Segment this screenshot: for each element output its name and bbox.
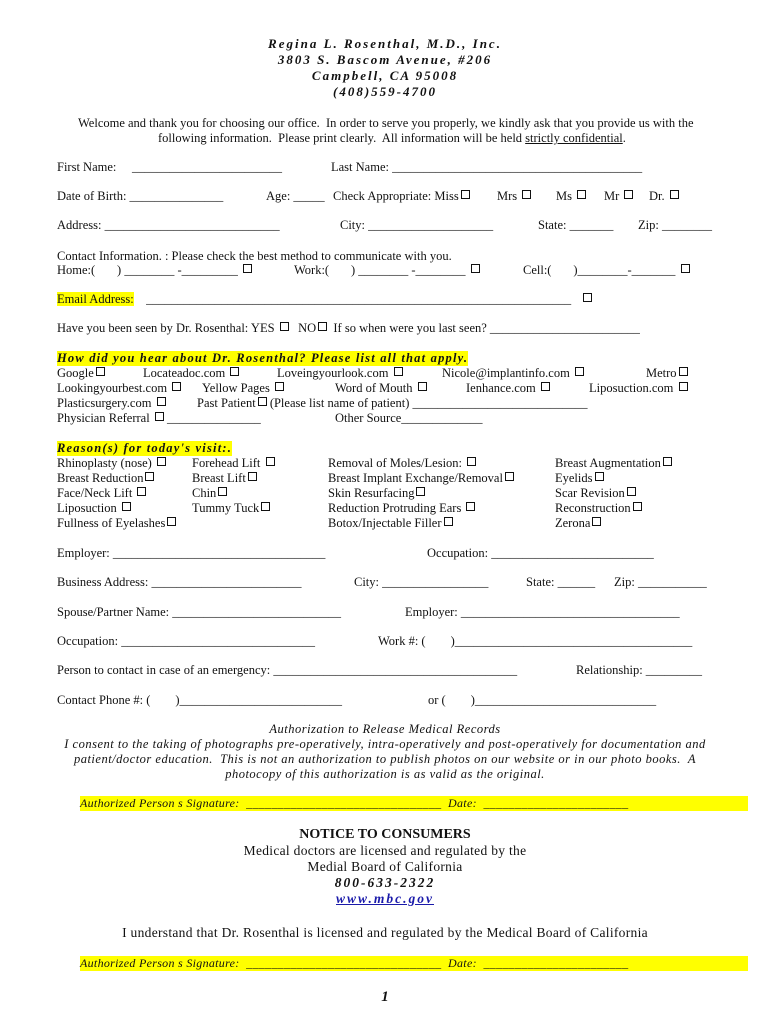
reason-rhinoplasty[interactable]: [57, 456, 166, 471]
reason-checkbox[interactable]: [633, 502, 642, 511]
reason-liposuction[interactable]: [57, 501, 131, 516]
reason-checkbox[interactable]: [592, 517, 601, 526]
state-field[interactable]: State: _______: [538, 218, 614, 232]
address-field[interactable]: Address: ____________________________: [57, 218, 280, 232]
ref-checkbox[interactable]: [96, 367, 105, 376]
referral-heading: How did you hear about Dr. Rosenthal? Please list all that apply.: [57, 351, 469, 365]
business-zip-field[interactable]: Zip: ___________: [614, 575, 707, 589]
seen-no-label: NO: [298, 321, 317, 335]
title-ms-label: Ms: [556, 189, 572, 203]
business-state-field[interactable]: State: ______: [526, 575, 596, 589]
work-phone-label: Work:( ) ________ -________: [294, 263, 466, 277]
ref-checkbox[interactable]: [679, 382, 688, 391]
ref-liposuction[interactable]: [589, 381, 688, 396]
ref-google[interactable]: [57, 366, 105, 381]
ref-checkbox[interactable]: [394, 367, 403, 376]
title-mr[interactable]: [604, 189, 633, 204]
reason-checkbox[interactable]: [248, 472, 257, 481]
ref-physician[interactable]: [57, 411, 261, 426]
spouse-employer-field[interactable]: Employer: ___________________________________: [405, 605, 680, 619]
reason-eyelashes[interactable]: [57, 516, 176, 531]
work-checkbox[interactable]: [471, 264, 480, 273]
spouse-name-field[interactable]: Spouse/Partner Name: ___________________________: [57, 605, 342, 619]
authorization-title: Authorization to Release Medical Records: [269, 722, 501, 736]
cell-phone-field[interactable]: [523, 263, 690, 278]
authorization-text-3: photocopy of this authorization is as valid as the original.: [225, 767, 545, 781]
reason-breast-reduction[interactable]: [57, 471, 154, 486]
reason-label: Breast Lift: [192, 471, 246, 485]
reason-scar-revision[interactable]: [555, 486, 636, 501]
reason-label: Eyelids: [555, 471, 593, 485]
ref-label: Metro: [646, 366, 677, 380]
email-label-highlight: Email Address:: [57, 292, 134, 306]
title-dr[interactable]: [649, 189, 679, 204]
ref-label: Past Patient: [197, 396, 256, 410]
reason-label: Zerona: [555, 516, 591, 530]
reasons-heading: Reason(s) for today's visit:.: [57, 441, 233, 455]
reason-implant-exchange[interactable]: [328, 471, 514, 486]
ref-label: Google: [57, 366, 94, 380]
ref-checkbox[interactable]: [155, 412, 164, 421]
reason-label: Forehead Lift: [192, 456, 261, 470]
no-checkbox[interactable]: [318, 322, 327, 331]
email-checkbox[interactable]: [583, 293, 592, 302]
title-ms[interactable]: [556, 189, 586, 204]
notice-line-2: Medial Board of California: [307, 859, 463, 874]
reason-checkbox[interactable]: [145, 472, 154, 481]
acknowledgement-signature-line[interactable]: Authorized Person s Signature: _______________________________ Date: _______________________: [80, 956, 748, 971]
reason-label: Reconstruction: [555, 501, 631, 515]
intro-line-2: [158, 131, 626, 146]
medical-board-link[interactable]: www.mbc.gov: [336, 891, 434, 906]
reason-label: Skin Resurfacing: [328, 486, 415, 500]
ref-loveingyourlook[interactable]: [277, 366, 403, 381]
reason-label: Tummy Tuck: [192, 501, 260, 515]
reason-forehead-lift[interactable]: [192, 456, 275, 471]
ref-label: Ienhance.com: [466, 381, 536, 395]
title-miss[interactable]: [333, 189, 470, 204]
occupation-field[interactable]: Occupation: __________________________: [427, 546, 654, 560]
business-address-field[interactable]: Business Address: ________________________: [57, 575, 302, 589]
employer-field[interactable]: Employer: __________________________________: [57, 546, 326, 560]
notice-title: NOTICE TO CONSUMERS: [299, 827, 471, 842]
ref-label: Locateadoc.com: [143, 366, 226, 380]
ref-metro[interactable]: [646, 366, 688, 381]
ref-checkbox[interactable]: [575, 367, 584, 376]
reason-moles[interactable]: [328, 456, 476, 471]
intro-text: following information. Please print clearly. All information will be held: [158, 131, 526, 145]
title-mrs-label: Mrs: [497, 189, 518, 203]
ref-other-source[interactable]: Other Source_____________: [335, 411, 483, 425]
ref-locateadoc[interactable]: [143, 366, 239, 381]
reason-label: Breast Implant Exchange/Removal: [328, 471, 503, 485]
ref-implantinfo[interactable]: [442, 366, 584, 381]
home-phone-label: Home:( ) ________ -_________: [57, 263, 238, 277]
last-seen-field[interactable]: If so when were you last seen? ________________________: [333, 321, 640, 335]
ref-label: Nicole@implantinfo.com: [442, 366, 570, 380]
business-city-field[interactable]: City: _________________: [354, 575, 489, 589]
reason-botox[interactable]: [328, 516, 453, 531]
mrs-checkbox[interactable]: [522, 190, 531, 199]
reason-checkbox[interactable]: [261, 502, 270, 511]
reason-skin-resurfacing[interactable]: [328, 486, 425, 501]
ref-label: Loveingyourlook.com: [277, 366, 389, 380]
reason-label: Fullness of Eyelashes: [57, 516, 166, 530]
authorization-text-1: I consent to the taking of photographs pre-operatively, intra-operatively and post-operatively for documentation and: [64, 737, 706, 751]
ref-label: Physician Referral: [57, 411, 150, 425]
dr-checkbox[interactable]: [670, 190, 679, 199]
ref-label: Lookingyourbest.com: [57, 381, 168, 395]
zip-field[interactable]: Zip: ________: [638, 218, 712, 232]
reason-label: Breast Reduction: [57, 471, 144, 485]
last-name-field[interactable]: Last Name: ________________________________________: [331, 160, 643, 174]
reason-checkbox[interactable]: [467, 457, 476, 466]
ref-ienhance[interactable]: [466, 381, 550, 396]
reason-checkbox[interactable]: [466, 502, 475, 511]
ref-word-of-mouth[interactable]: [335, 381, 427, 396]
ref-label: Plasticsurgery.com: [57, 396, 152, 410]
medical-board-link-wrap: [0, 891, 770, 907]
ref-checkbox[interactable]: [157, 397, 166, 406]
reason-label: Breast Augmentation: [555, 456, 661, 470]
emergency-contact-field[interactable]: Person to contact in case of an emergency: _______________________________________: [57, 663, 518, 677]
relationship-field[interactable]: Relationship: _________: [576, 663, 703, 677]
ref-checkbox[interactable]: [172, 382, 181, 391]
spouse-work-phone-field[interactable]: Work #: ( )______________________________________: [378, 634, 693, 648]
ref-past-patient[interactable]: [197, 396, 587, 411]
page-number: 1: [381, 989, 389, 1005]
reason-tummy-tuck[interactable]: [192, 501, 270, 516]
reason-checkbox[interactable]: [416, 487, 425, 496]
spouse-occupation-field[interactable]: Occupation: _______________________________: [57, 634, 315, 648]
reason-label: Liposuction: [57, 501, 117, 515]
reason-breast-lift[interactable]: [192, 471, 257, 486]
ms-checkbox[interactable]: [577, 190, 586, 199]
ref-checkbox[interactable]: [258, 397, 267, 406]
practice-street: 3803 S. Bascom Avenue, #206: [277, 52, 493, 67]
reason-checkbox[interactable]: [595, 472, 604, 481]
cell-phone-label: Cell:( )________-_______: [523, 263, 676, 277]
home-checkbox[interactable]: [243, 264, 252, 273]
title-mrs[interactable]: [497, 189, 531, 204]
ref-checkbox[interactable]: [541, 382, 550, 391]
reason-zerona[interactable]: [555, 516, 601, 531]
reason-label: Botox/Injectable Filler: [328, 516, 442, 530]
seen-before[interactable]: [57, 321, 640, 336]
reason-label: Reduction Protruding Ears: [328, 501, 462, 515]
ref-checkbox[interactable]: [679, 367, 688, 376]
yes-checkbox[interactable]: [280, 322, 289, 331]
reason-breast-augmentation[interactable]: [555, 456, 672, 471]
notice-line-1: Medical doctors are licensed and regulated by the: [243, 843, 527, 858]
title-dr-label: Dr.: [649, 189, 665, 203]
mr-checkbox[interactable]: [624, 190, 633, 199]
reason-label: Removal of Moles/Lesion:: [328, 456, 463, 470]
contact-info-title: Contact Information. : Please check the best method to communicate with you.: [57, 249, 452, 263]
email-line[interactable]: ____________________________________________________________________: [143, 292, 592, 307]
reason-label: Chin: [192, 486, 217, 500]
first-name-field[interactable]: First Name: ________________________: [57, 160, 282, 174]
miss-checkbox[interactable]: [461, 190, 470, 199]
intro-period: .: [622, 131, 626, 145]
reason-checkbox[interactable]: [444, 517, 453, 526]
physician-name-field[interactable]: _______________: [166, 411, 261, 425]
reason-face-neck-lift[interactable]: [57, 486, 146, 501]
ref-checkbox[interactable]: [230, 367, 239, 376]
ref-plasticsurgery[interactable]: [57, 396, 166, 411]
reason-checkbox[interactable]: [157, 457, 166, 466]
ref-lookingyourbest[interactable]: [57, 381, 181, 396]
reason-checkbox[interactable]: [627, 487, 636, 496]
reason-checkbox[interactable]: [122, 502, 131, 511]
practice-name: Regina L. Rosenthal, M.D., Inc.: [268, 36, 502, 51]
city-field[interactable]: City: ____________________: [340, 218, 494, 232]
contact-phone-field[interactable]: Contact Phone #: ( )__________________________: [57, 693, 343, 707]
home-phone-field[interactable]: [57, 263, 252, 278]
past-patient-name-field[interactable]: (Please list name of patient) ____________________________: [269, 396, 588, 410]
age-field[interactable]: Age: _____: [266, 189, 325, 203]
medical-board-phone: 800-633-2322: [334, 875, 436, 890]
ref-label: Word of Mouth: [335, 381, 413, 395]
ref-yellow-pages[interactable]: [202, 381, 284, 396]
reason-checkbox[interactable]: [663, 457, 672, 466]
work-phone-field[interactable]: [294, 263, 480, 278]
reason-checkbox[interactable]: [505, 472, 514, 481]
reason-checkbox[interactable]: [167, 517, 176, 526]
ref-checkbox[interactable]: [275, 382, 284, 391]
authorization-text-2: patient/doctor education. This is not an authorization to publish photos on our website or in our photo books. A: [73, 752, 697, 766]
reason-label: Face/Neck Lift: [57, 486, 133, 500]
seen-yes-label: Have you been seen by Dr. Rosenthal: YES: [57, 321, 275, 335]
dob-field[interactable]: Date of Birth: _______________: [57, 189, 224, 203]
reason-checkbox[interactable]: [137, 487, 146, 496]
title-miss-label: Check Appropriate: Miss: [333, 189, 459, 203]
reason-label: Scar Revision: [555, 486, 625, 500]
reason-checkbox[interactable]: [218, 487, 227, 496]
reason-checkbox[interactable]: [266, 457, 275, 466]
confidential-text: strictly confidential: [525, 131, 623, 145]
email-field[interactable]: [57, 292, 134, 307]
ref-label: Liposuction.com: [589, 381, 674, 395]
practice-phone: (408)559-4700: [333, 84, 437, 99]
license-acknowledgement: I understand that Dr. Rosenthal is licensed and regulated by the Medical Board of California: [122, 925, 648, 940]
ref-checkbox[interactable]: [418, 382, 427, 391]
title-mr-label: Mr: [604, 189, 620, 203]
reason-chin[interactable]: [192, 486, 227, 501]
reason-label: Rhinoplasty (nose): [57, 456, 152, 470]
intro-line-1: Welcome and thank you for choosing our office. In order to serve you properly, we kindly ask that you provide us with the: [78, 116, 694, 130]
cell-checkbox[interactable]: [681, 264, 690, 273]
contact-phone-alt-field[interactable]: or ( )_____________________________: [428, 693, 657, 707]
ref-label: Yellow Pages: [202, 381, 270, 395]
practice-city: Campbell, CA 95008: [311, 68, 459, 83]
reason-eyelids[interactable]: [555, 471, 604, 486]
reason-ears[interactable]: [328, 501, 475, 516]
reason-reconstruction[interactable]: [555, 501, 642, 516]
authorization-signature-line[interactable]: Authorized Person s Signature: _______________________________ Date: _______________________: [80, 796, 748, 811]
